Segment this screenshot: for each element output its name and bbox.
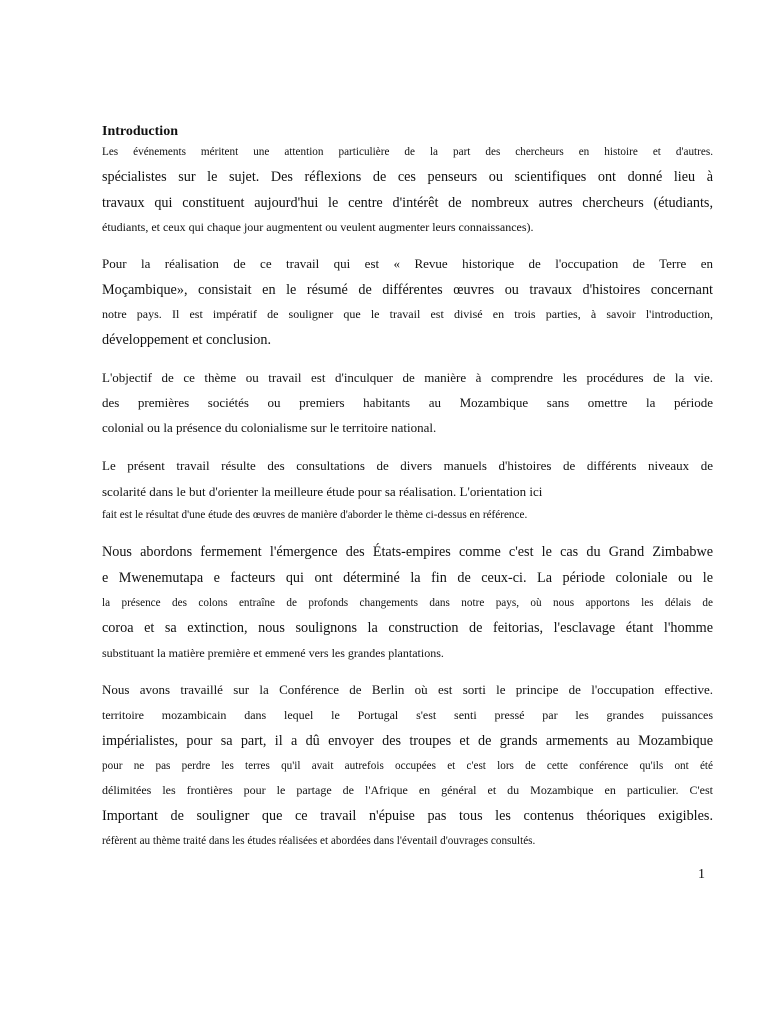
- text-line: des premières sociétés ou premiers habitants au Mozambique sans omettre la période: [102, 395, 713, 410]
- text-line: Nous avons travaillé sur la Conférence de Berlin où est sorti le principe de l'occupation effective.: [102, 682, 713, 697]
- text-line: Pour la réalisation de ce travail qui est « Revue historique de l'occupation de Terre en: [102, 256, 713, 271]
- text-line: territoire mozambicain dans lequel le Portugal s'est senti pressé par les grandes puissances: [102, 708, 713, 722]
- text-line: pour ne pas perdre les terres qu'il avait autrefois occupées et c'est lors de cette conférence qu'ils ont été: [102, 760, 713, 772]
- text-line: Moçambique», consistait en le résumé de différentes œuvres ou travaux d'histoires concernant: [102, 282, 713, 298]
- text-line: coroa et sa extinction, nous soulignons la construction de feitorias, l'esclavage étant l'homme: [102, 620, 713, 636]
- text-line: réfèrent au thème traité dans les études réalisées et abordées dans l'éventail d'ouvrages consultés.: [102, 835, 536, 847]
- text-line: impérialistes, pour sa part, il a dû envoyer des troupes et de grands armements au Mozambique: [102, 733, 713, 749]
- text-line: Le présent travail résulte des consultations de divers manuels d'histoires de différents niveaux de: [102, 458, 713, 473]
- text-line: substituant la matière première et emmené vers les grandes plantations.: [102, 646, 444, 660]
- text-line: développement et conclusion.: [102, 332, 272, 348]
- text-line: spécialistes sur le sujet. Des réflexions de ces penseurs ou scientifiques ont donné lieu à: [102, 169, 713, 185]
- page-number: 1: [698, 867, 705, 882]
- text-line: Les événements méritent une attention particulière de la part des chercheurs en histoire et d'autres.: [102, 146, 713, 158]
- text-line: la présence des colons entraîne de profonds changements dans notre pays, où nous apportons les délais de: [102, 597, 713, 609]
- section-heading: Introduction: [102, 124, 178, 139]
- text-line: scolarité dans le but d'orienter la meilleure étude pour sa réalisation. L'orientation ici: [102, 484, 543, 499]
- text-line: Nous abordons fermement l'émergence des États-empires comme c'est le cas du Grand Zimbabwe: [102, 544, 713, 560]
- text-line: Important de souligner que ce travail n'épuise pas tous les contenus théoriques exigibles.: [102, 808, 713, 824]
- text-line: notre pays. Il est impératif de souligner que le travail est divisé en trois parties, à savoir l'introduction,: [102, 307, 713, 321]
- text-line: colonial ou la présence du colonialisme sur le territoire national.: [102, 420, 437, 435]
- text-line: e Mwenemutapa e facteurs qui ont déterminé la fin de ceux-ci. La période coloniale ou le: [102, 570, 713, 586]
- text-line: étudiants, et ceux qui chaque jour augmentent ou veulent augmenter leurs connaissances).: [102, 220, 534, 234]
- text-line: L'objectif de ce thème ou travail est d'inculquer de manière à comprendre les procédures de la vie.: [102, 370, 713, 385]
- text-line: délimitées les frontières pour le partage de l'Afrique en général et du Mozambique en particulier. C'est: [102, 783, 713, 797]
- text-line: fait est le résultat d'une étude des œuvres de manière d'aborder le thème ci-dessus en référence.: [102, 509, 528, 521]
- text-line: travaux qui constituent aujourd'hui le centre d'intérêt de nombreux autres chercheurs (étudiants,: [102, 195, 713, 211]
